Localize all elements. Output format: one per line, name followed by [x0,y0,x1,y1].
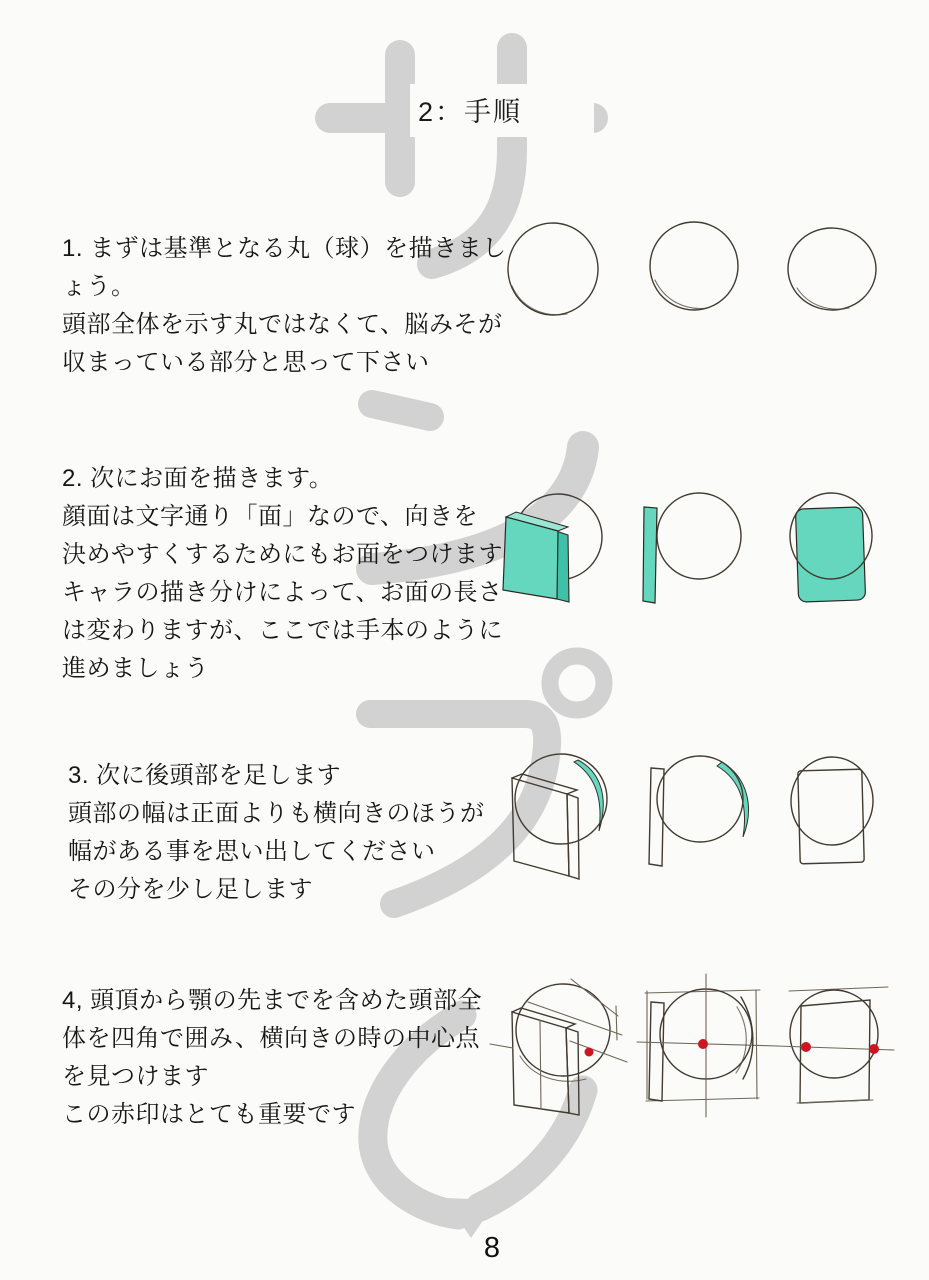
step-4-text [62,982,482,1134]
step-text-line: 頭部全体を示す丸ではなくて、脳みそが [62,311,503,338]
mask-strip [643,507,657,603]
step-text-line: 3. 次に後頭部を足します [68,762,342,789]
step-text-line: は変わりますが、ここでは手本のように [62,617,503,644]
center-point-marker [869,1044,879,1054]
three-quarter-view-sketch [503,492,603,602]
side-view-sketch [637,974,778,1117]
step-text-line: 頭部の幅は正面よりも横向きのほうが [68,800,485,827]
page-title: 2：手順 [410,84,594,137]
step-text-line: 2. 次にお面を描きます。 [62,465,334,492]
front-view-sketch [789,756,874,864]
step-2-text [62,460,503,688]
mask-plane [503,517,558,599]
step-text-line: 決めやすくするためにもお面をつけます [62,541,503,568]
step-text-line: 進めましょう [62,655,209,682]
page-number: 8 [483,1232,501,1264]
step-text-line: この赤印はとても重要です [62,1101,356,1128]
mask-rect-outline [798,769,864,864]
center-point-marker [801,1042,811,1052]
three-quarter-view-sketch [512,752,609,879]
step-text-line: ょう。 [62,273,136,300]
head-box [800,1000,870,1103]
step-4-illustration [488,965,910,1127]
step-text-line: 収まっている部分と思って下さい [62,349,430,376]
step-3-illustration [490,740,910,895]
center-point-marker [698,1039,708,1049]
step-text-line: を見つけます [62,1063,209,1090]
step-1-text [62,230,507,382]
step-text-line: キャラの描き分けによって、お面の長さ [62,579,503,606]
side-view-sketch [643,493,741,603]
sphere-sketch [787,226,878,311]
mask-strip-outline [649,1002,664,1101]
step-1-illustration [490,205,910,325]
step-text-line: 体を四角で囲み、横向きの時の中心点 [62,1025,480,1052]
side-view-sketch [649,756,748,866]
front-view-sketch [788,491,874,602]
step-text-line: 1. まずは基準となる丸（球）を描きまし [62,235,507,262]
step-text-line: その分を少し足します [68,876,313,903]
head-box [645,990,760,993]
step-text-line: 4, 頭頂から顎の先までを含めた頭部全 [62,987,483,1014]
back-head-crescent [717,762,748,837]
mask-strip-outline [649,768,664,866]
sphere-sketch [506,221,601,318]
mask-rect [795,507,865,602]
front-view-sketch [776,987,894,1103]
step-2-illustration [490,480,910,610]
three-quarter-view-sketch [490,979,627,1115]
step-text-line: 幅がある事を思い出してください [68,838,436,865]
center-point-marker [585,1048,594,1057]
step-text-line: 顔面は文字通り「面」なので、向きを [62,503,479,530]
sphere-sketch [650,222,738,310]
step-3-text [68,757,485,909]
